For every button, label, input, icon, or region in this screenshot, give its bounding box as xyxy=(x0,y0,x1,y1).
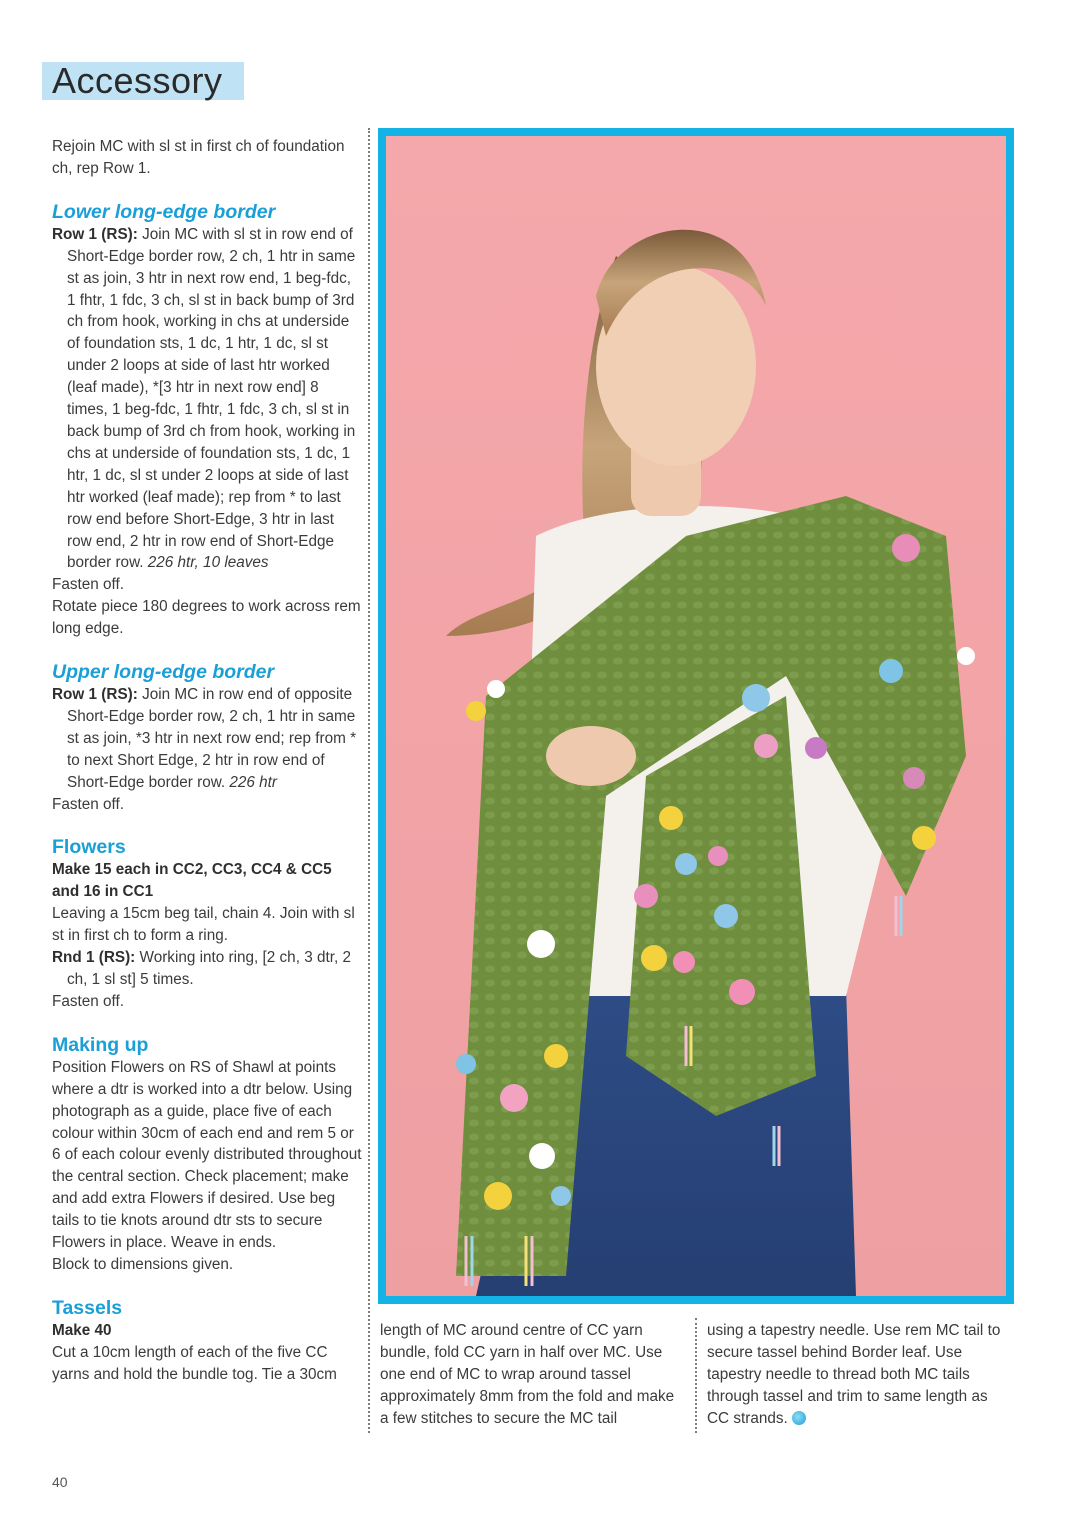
pattern-left-column xyxy=(52,136,362,1386)
intro-text: Rejoin MC with sl st in first ch of foundation ch, rep Row 1. xyxy=(52,138,345,177)
row-label: Row 1 (RS): xyxy=(52,225,138,243)
tassels-continued: length of MC around centre of CC yarn bundle, fold CC yarn in half over MC. Use one end of MC to wrap around tassel approximately 8mm from the fold and make a few stitches to secure the MC tail xyxy=(380,1322,675,1427)
rotate-text: Rotate piece 180 degrees to work across rem long edge. xyxy=(52,598,361,638)
fasten-off: Fasten off. xyxy=(52,992,124,1010)
photo-frame xyxy=(378,128,1014,1304)
making-up-heading: Making up xyxy=(52,1033,149,1056)
tassels-ending: using a tapestry needle. Use rem MC tail to secure tassel behind Border leaf. Use tapestry needle to thread both MC tails through tassel and trim to same length as CC strands. xyxy=(707,1322,1001,1427)
section-title: Accessory xyxy=(52,60,223,101)
rnd-text: Working into ring, [2 ch, 3 dtr, 2 ch, 1 sl st] 5 times. xyxy=(67,949,351,988)
pattern-right-column xyxy=(707,1320,1007,1430)
stitch-count: 226 htr xyxy=(229,773,278,791)
upper-border-heading: Upper long-edge border xyxy=(52,661,275,684)
page-number: 40 xyxy=(52,1474,68,1490)
tassels-heading: Tassels xyxy=(52,1296,123,1319)
row-text: Join MC in row end of opposite Short-Edge border row, 2 ch, 1 htr in same st as join, *3 htr in next row end; rep from * to next Short Edge, 2 htr in row end of Short-Edge border row. xyxy=(67,686,357,791)
column-divider xyxy=(695,1318,697,1433)
hands xyxy=(546,726,636,786)
flowers-text: Leaving a 15cm beg tail, chain 4. Join with sl st in first ch to form a ring. xyxy=(52,905,355,945)
fasten-off: Fasten off. xyxy=(52,795,124,813)
row-label: Row 1 (RS): xyxy=(52,686,138,704)
making-up-text: Position Flowers on RS of Shawl at points where a dtr is worked into a dtr below. Using photograph as a guide, place five of each colour within 30cm of each end and rem 5 or 6 of each colour evenly distributed throughout the central section. Check placement; make and add extra Flowers if desired. Use beg tails to tie knots around dtr sts to secure Flowers in place. Weave in ends. xyxy=(52,1058,362,1252)
stitch-count: 226 htr, 10 leaves xyxy=(147,554,269,572)
pattern-middle-column xyxy=(380,1320,680,1430)
lower-border-heading: Lower long-edge border xyxy=(52,200,276,223)
shawl-photo-illustration xyxy=(386,136,1006,1296)
upper-border-row1 xyxy=(52,684,362,794)
flowers-rnd1 xyxy=(52,947,362,991)
flowers-heading: Flowers xyxy=(52,836,126,859)
row-text: Join MC with sl st in row end of Short-Edge border row, 2 ch, 1 htr in same st as join, 3 htr in next row end, 1 beg-fdc, 1 fhtr, 1 fdc, 3 ch, sl st in back bump of 3rd ch from hook, working in chs at underside of foundation sts, 1 dc, 1 htr, 1 dc, sl st under 2 loops at side of last htr worked (leaf made), *[3 htr in next row end] 8 times, 1 beg-fdc, 1 fhtr, 1 fdc, 3 ch, sl st in back bump of 3rd ch from hook, working in chs at underside of foundation sts, 1 dc, 1 htr, 1 dc, sl st under 2 loops at side of last htr worked (leaf made); rep from * to last row end before Short-Edge, 3 htr in last row end, 2 htr in row end of Short-Edge border row. xyxy=(67,225,356,572)
fasten-off: Fasten off. xyxy=(52,576,124,594)
section-tag xyxy=(42,62,244,100)
tassels-make: Make 40 xyxy=(52,1321,112,1339)
block-text: Block to dimensions given. xyxy=(52,1255,234,1273)
rnd-label: Rnd 1 (RS): xyxy=(52,949,136,967)
yarn-ball-end-icon xyxy=(792,1411,806,1425)
flowers-make: Make 15 each in CC2, CC3, CC4 & CC5 and 16 in CC1 xyxy=(52,861,332,901)
tassels-text: Cut a 10cm length of each of the five CC yarns and hold the bundle tog. Tie a 30cm xyxy=(52,1343,337,1383)
lower-border-row1 xyxy=(52,224,362,575)
column-divider xyxy=(368,128,370,1433)
model-photo xyxy=(386,136,1006,1296)
